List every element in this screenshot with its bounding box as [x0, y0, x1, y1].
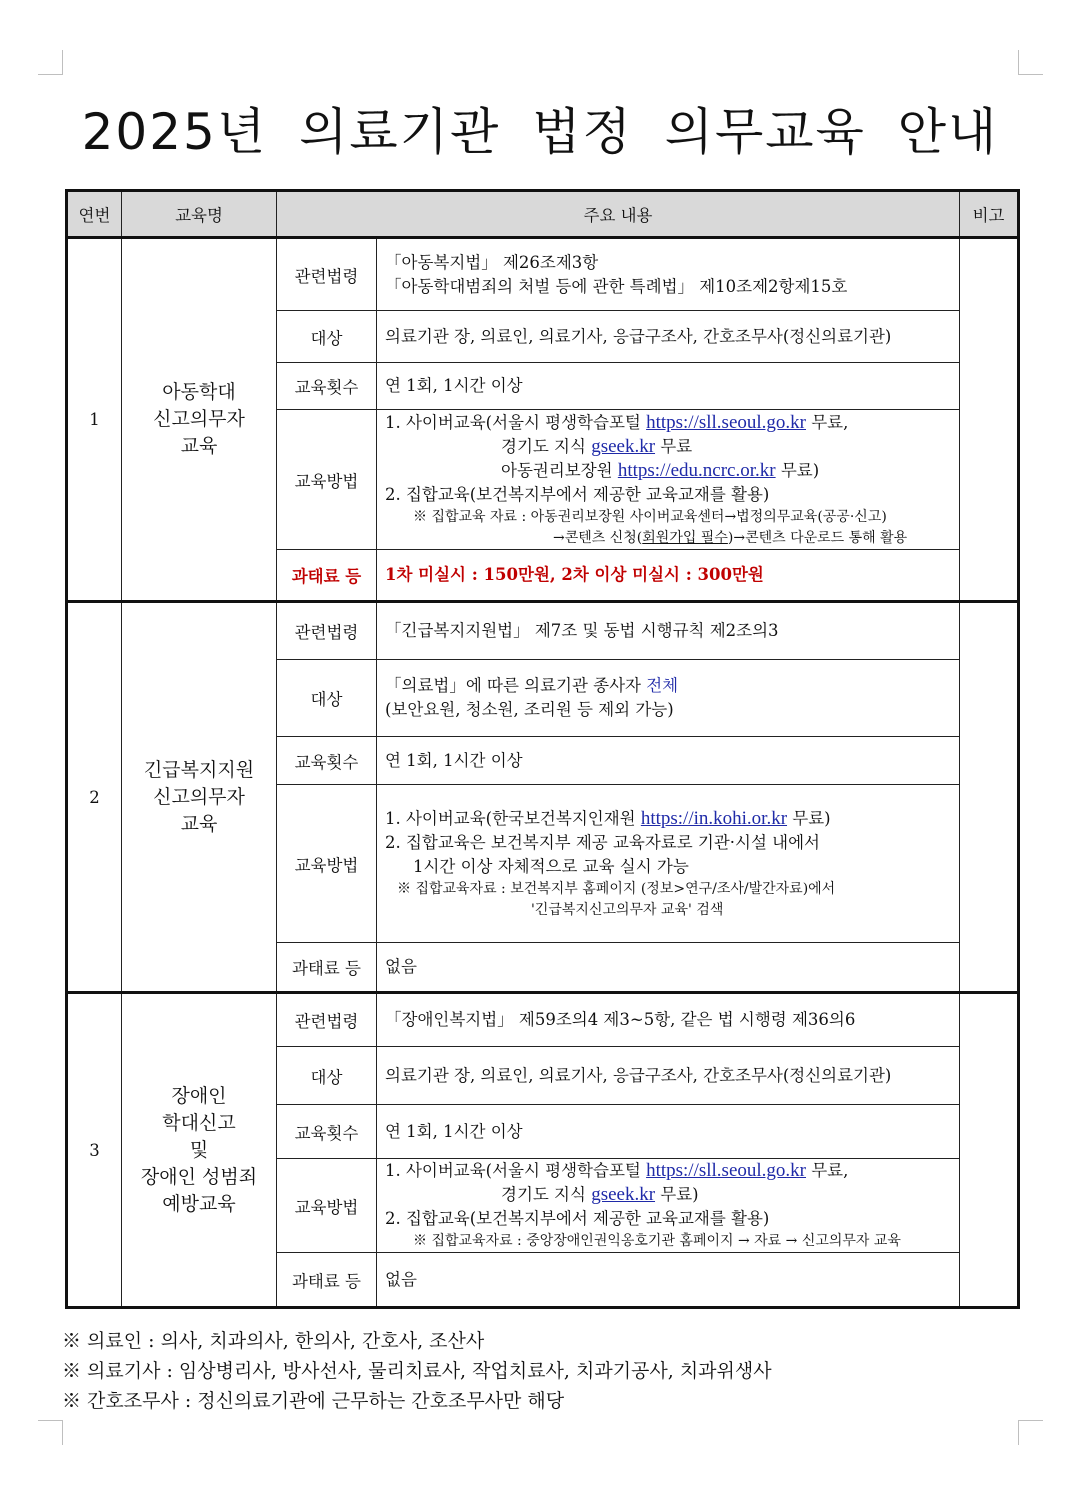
count-text: 연 1회, 1시간 이상 [377, 363, 960, 410]
corner-mark [38, 1420, 63, 1445]
education-name: 아동학대 신고의무자 교육 [122, 238, 277, 602]
label-penalty: 과태료 등 [277, 1253, 377, 1308]
label-law: 관련법령 [277, 993, 377, 1047]
table-header-row [67, 191, 1019, 238]
footnote: ※ 간호조무사 : 정신의료기관에 근무하는 간호조무사만 해당 [62, 1390, 565, 1412]
table-row [67, 238, 1019, 311]
method-text: 1. 사이버교육(한국보건복지인재원 https://in.kohi.or.kr 무료) 2. 집합교육은 보건복지부 제공 교육자료로 기관·시설 내에서 1시간 이상 자체적으로 교육 실시 가능 ※ 집합교육자료 : 보건복지부 홈페이지 (정보>연구/조사/발간자료)에서 '긴급복지신고의무자 교육' 검색 [377, 785, 960, 943]
label-method: 교육방법 [277, 410, 377, 550]
note-cell [960, 238, 1019, 602]
page-title: 2025년 의료기관 법정 의무교육 안내 [81, 103, 999, 161]
target-text: 의료기관 장, 의료인, 의료기사, 응급구조사, 간호조무사(정신의료기관) [377, 1047, 960, 1105]
education-table [65, 189, 1020, 1309]
row-number: 3 [67, 993, 122, 1308]
corner-mark [1018, 50, 1043, 75]
education-name: 장애인 학대신고 및 장애인 성범죄 예방교육 [122, 993, 277, 1308]
law-text: 「아동복지법」 제26조제3항 「아동학대범죄의 처벌 등에 관한 특례법」 제10조제2항제15호 [377, 238, 960, 311]
footnote: ※ 의료기사 : 임상병리사, 방사선사, 물리치료사, 작업치료사, 치과기공사, 치과위생사 [62, 1360, 772, 1382]
label-count: 교육횟수 [277, 363, 377, 410]
target-text: 「의료법」에 따른 의료기관 종사자 전체 (보안요원, 청소원, 조리원 등 제외 가능) [377, 660, 960, 737]
method-text: 1. 사이버교육(서울시 평생학습포털 https://sll.seoul.go.kr 무료, 경기도 지식 gseek.kr 무료) 2. 집합교육(보건복지부에서 제공한 교육교재를 활용) ※ 집합교육자료 : 중앙장애인권익옹호기관 홈페이지 → 자료 → 신고의무자 교육 [377, 1159, 960, 1253]
label-penalty: 과태료 등 [277, 943, 377, 993]
label-target: 대상 [277, 660, 377, 737]
law-text: 「장애인복지법」 제59조의4 제3~5항, 같은 법 시행령 제36의6 [377, 993, 960, 1047]
footnotes [62, 1326, 772, 1416]
label-law: 관련법령 [277, 602, 377, 660]
note-cell [960, 993, 1019, 1308]
label-method: 교육방법 [277, 1159, 377, 1253]
target-text: 의료기관 장, 의료인, 의료기사, 응급구조사, 간호조무사(정신의료기관) [377, 311, 960, 363]
note-cell [960, 602, 1019, 993]
gseek-link[interactable]: gseek.kr [591, 435, 656, 457]
header-note: 비고 [960, 191, 1019, 238]
penalty-text: 없음 [377, 943, 960, 993]
label-penalty: 과태료 등 [277, 550, 377, 602]
label-method: 교육방법 [277, 785, 377, 943]
sll-link[interactable]: https://sll.seoul.go.kr [646, 1160, 806, 1181]
ncrc-link[interactable]: https://edu.ncrc.or.kr [617, 459, 776, 481]
table-row [67, 993, 1019, 1047]
label-target: 대상 [277, 311, 377, 363]
law-text: 「긴급복지지원법」 제7조 및 동법 시행규칙 제2조의3 [377, 602, 960, 660]
label-law: 관련법령 [277, 238, 377, 311]
label-target: 대상 [277, 1047, 377, 1105]
footnote: ※ 의료인 : 의사, 치과의사, 한의사, 간호사, 조산사 [62, 1330, 485, 1352]
education-name: 긴급복지지원 신고의무자 교육 [122, 602, 277, 993]
gseek-link[interactable]: gseek.kr [591, 1184, 656, 1205]
header-name: 교육명 [122, 191, 277, 238]
label-count: 교육횟수 [277, 1105, 377, 1159]
header-no: 연번 [67, 191, 122, 238]
row-number: 2 [67, 602, 122, 993]
sll-link[interactable]: https://sll.seoul.go.kr [646, 411, 806, 433]
penalty-text: 1차 미실시 : 150만원, 2차 이상 미실시 : 300만원 [377, 550, 960, 602]
corner-mark [38, 50, 63, 75]
method-text: 1. 사이버교육(서울시 평생학습포털 https://sll.seoul.go.kr 무료, 경기도 지식 gseek.kr 무료 아동권리보장원 https://edu.ncrc.or.kr 무료) 2. 집합교육(보건복지부에서 제공한 교육교재를 활용) ※ 집합교육 자료 : 아동권리보장원 사이버교육센터→법정의무교육(공공·신고) →콘텐츠 신청(회원가입 필수)→콘텐츠 다운로드 통해 활용 [377, 410, 960, 550]
kohi-link[interactable]: https://in.kohi.or.kr [640, 807, 788, 829]
label-count: 교육횟수 [277, 737, 377, 785]
penalty-text: 없음 [377, 1253, 960, 1308]
table-row [67, 602, 1019, 660]
count-text: 연 1회, 1시간 이상 [377, 1105, 960, 1159]
header-content: 주요 내용 [277, 191, 960, 238]
row-number: 1 [67, 238, 122, 602]
count-text: 연 1회, 1시간 이상 [377, 737, 960, 785]
corner-mark [1018, 1420, 1043, 1445]
